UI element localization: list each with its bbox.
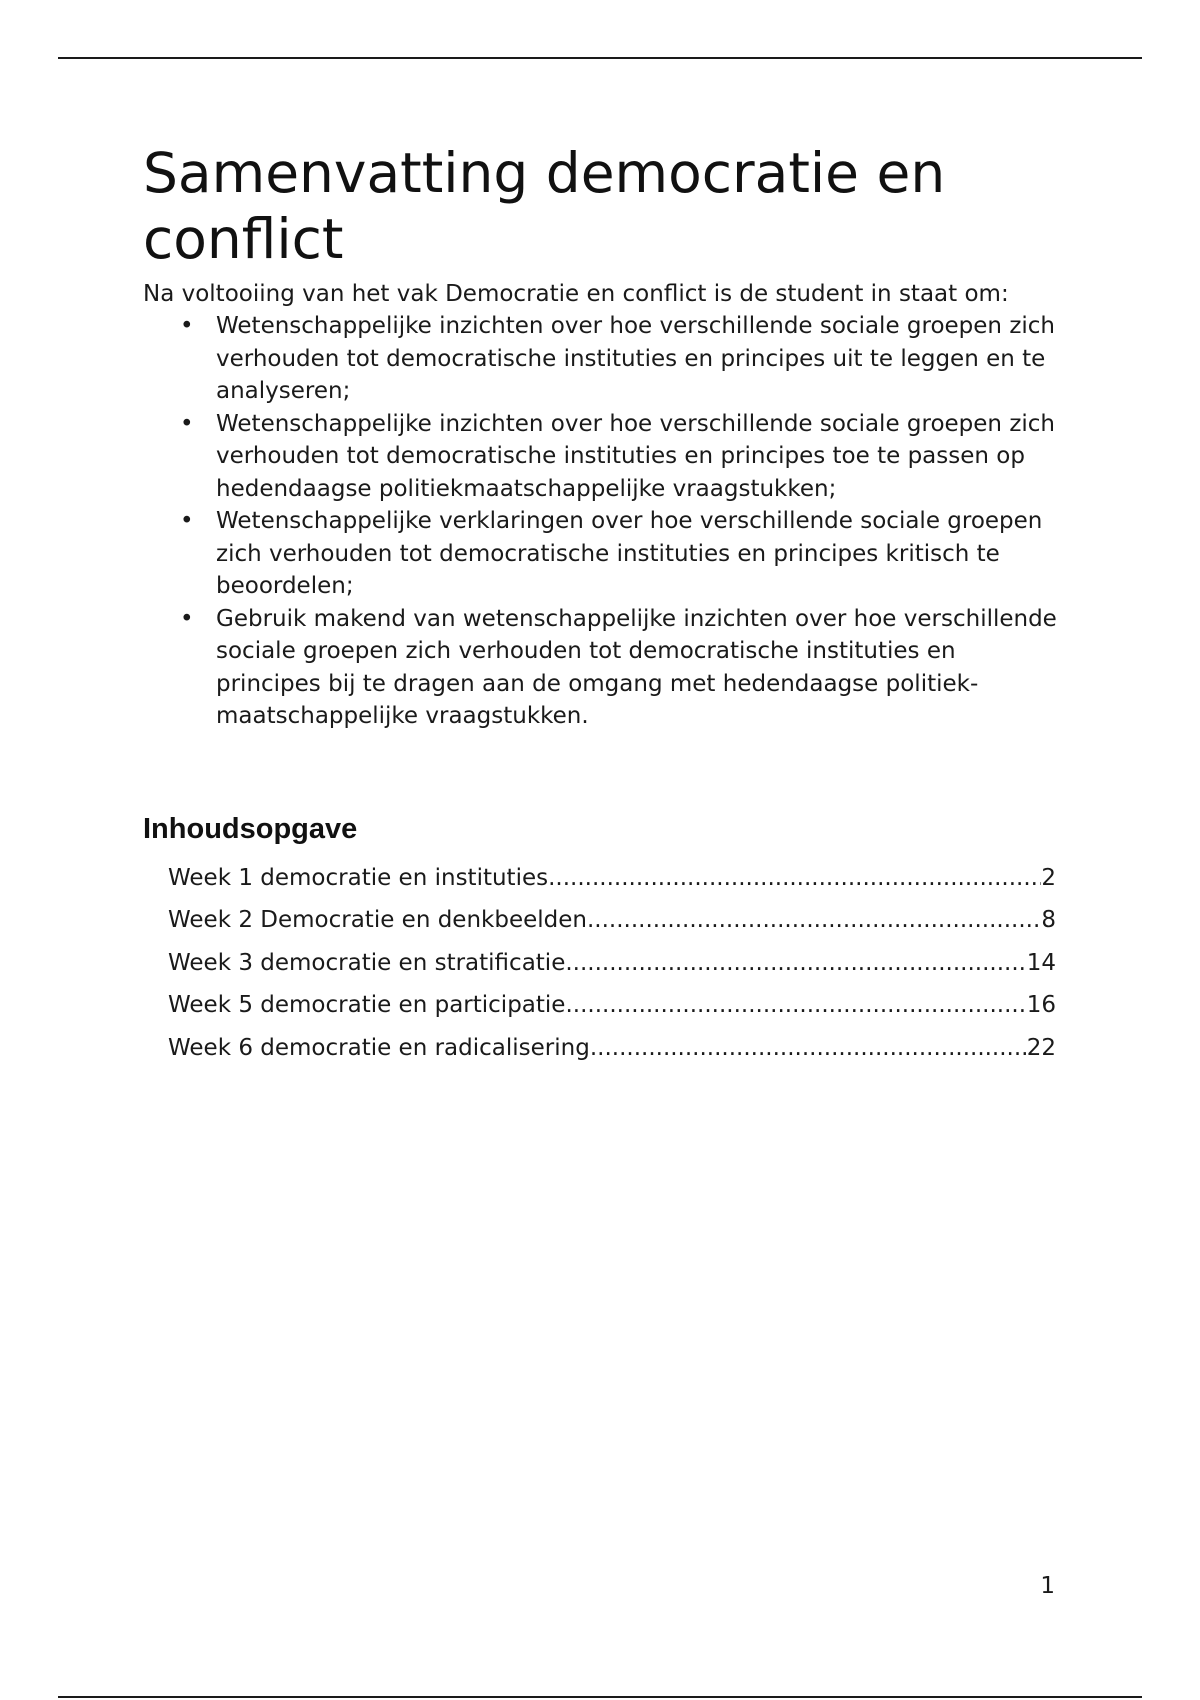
table-of-contents [143, 857, 1056, 1070]
objective-item [143, 310, 1063, 408]
toc-entry-week-3[interactable] [168, 942, 1056, 985]
toc-dot-leader [590, 1027, 1027, 1070]
page-number: 1 [1040, 1573, 1055, 1599]
toc-entry-page: 8 [1041, 907, 1056, 933]
toc-entry-label: Week 5 democratie en participatie [168, 992, 566, 1018]
objectives-list [143, 310, 1063, 733]
objective-text: Gebruik makend van wetenschappelijke inzichten over hoe verschillende sociale groepen zich verhouden tot democratische instituties en principes bij te dragen aan de omgang met hedendaagse politiek-maatschappelijke vraagstukken. [216, 605, 1057, 729]
toc-entry-page: 22 [1026, 1034, 1056, 1061]
toc-entry-week-6[interactable] [168, 1027, 1056, 1070]
objective-text: Wetenschappelijke verklaringen over hoe verschillende sociale groepen zich verhouden tot democratische instituties en principes kritisch te beoordelen; [216, 508, 1043, 599]
toc-entry-week-5[interactable] [168, 984, 1056, 1027]
toc-entry-page: 16 [1026, 992, 1056, 1018]
bullet-icon: • [180, 508, 194, 534]
header-rule [58, 57, 1142, 59]
objective-item [143, 505, 1063, 603]
intro-text: Na voltooiing van het vak Democratie en conflict is de student in staat om: [143, 281, 1009, 307]
toc-entry-label: Week 3 democratie en stratificatie [168, 949, 566, 976]
toc-heading: Inhoudsopgave [143, 812, 358, 845]
toc-entry-label: Week 6 democratie en radicalisering [168, 1034, 590, 1061]
toc-dot-leader [587, 899, 1041, 942]
toc-entry-page: 14 [1026, 949, 1056, 976]
objective-text: Wetenschappelijke inzichten over hoe verschillende sociale groepen zich verhouden tot democratische instituties en principes toe te passen op hedendaagse politiekmaatschappelijke vraagstukken; [216, 410, 1056, 502]
bullet-icon: • [180, 605, 194, 632]
toc-dot-leader [565, 942, 1026, 985]
objective-item [143, 408, 1063, 506]
toc-entry-week-1[interactable] [168, 857, 1056, 900]
page-content [143, 140, 1063, 1069]
toc-entry-label: Week 1 democratie en instituties [168, 864, 549, 891]
toc-entry-week-2[interactable] [168, 899, 1056, 942]
toc-dot-leader [565, 984, 1026, 1027]
toc-dot-leader [548, 857, 1041, 900]
document-title: Samenvatting democratie en conflict [143, 141, 946, 271]
bullet-icon: • [180, 410, 194, 437]
toc-entry-page: 2 [1041, 864, 1056, 891]
toc-entry-label: Week 2 Democratie en denkbeelden [168, 907, 587, 933]
objective-item [143, 603, 1063, 733]
footer-rule [58, 1696, 1142, 1698]
bullet-icon: • [180, 313, 194, 339]
objective-text: Wetenschappelijke inzichten over hoe verschillende sociale groepen zich verhouden tot democratische instituties en principes uit te leggen en te analyseren; [216, 313, 1056, 404]
